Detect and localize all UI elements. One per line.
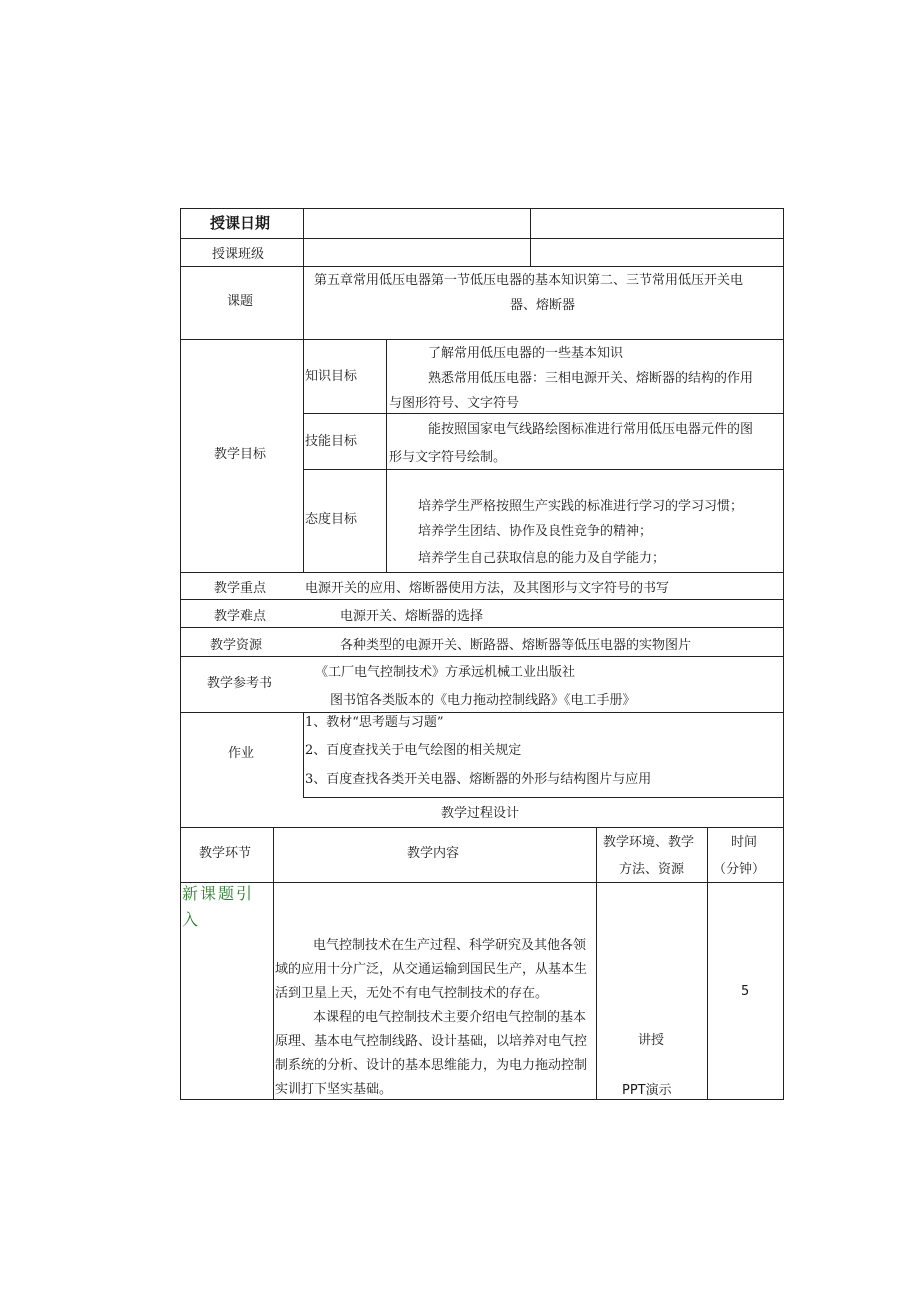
references-label: 教学参考书 xyxy=(207,676,273,691)
references-line-2: 图书馆各类版本的《电力拖动控制线路》《电工手册》 xyxy=(330,693,636,708)
stage-new-topic-line-2: 入 xyxy=(182,910,201,929)
col-divider xyxy=(273,827,274,1100)
content-paragraph-1: 电气控制技术在生产过程、科学研究及其他各领域的应用十分广泛，从交通运输到国民生产，从基本生活到卫星上天，无处不有电气控制技术的存在。 xyxy=(275,938,588,1001)
objectives-label: 教学目标 xyxy=(214,447,267,462)
process-title: 教学过程设计 xyxy=(441,806,520,821)
resources-value: 各种类型的电源开关、断路器、熔断器等低压电器的实物图片 xyxy=(340,638,692,653)
date-label: 授课日期 xyxy=(210,214,271,232)
col-time-header-line-2: （分钟） xyxy=(713,862,766,877)
row-divider xyxy=(303,413,784,414)
table-border xyxy=(180,208,181,1100)
col-env-header-line-2: 方法、资源 xyxy=(619,862,685,877)
row-divider xyxy=(180,827,784,828)
table-border xyxy=(783,208,784,1100)
row-divider xyxy=(180,712,784,713)
knowledge-objective-label: 知识目标 xyxy=(305,369,358,384)
difficulties-label: 教学难点 xyxy=(214,609,267,624)
references-line-1: 《工厂电气控制技术》方承远机械工业出版社 xyxy=(315,665,576,680)
resources-label: 教学资源 xyxy=(210,638,263,653)
key-points-label: 教学重点 xyxy=(214,581,267,596)
knowledge-objective-line-1: 了解常用低压电器的一些基本知识 xyxy=(428,346,624,361)
row-divider xyxy=(180,627,784,628)
homework-item-3: 3、百度查找各类开关电器、熔断器的外形与结构图片与应用 xyxy=(305,772,652,787)
method-ppt: PPT演示 xyxy=(622,1083,672,1098)
col-time-header-line-1: 时间 xyxy=(731,835,758,850)
topic-line-2: 器、熔断器 xyxy=(510,298,576,313)
col-divider xyxy=(303,712,304,798)
skill-objective-label: 技能目标 xyxy=(305,434,358,449)
row-divider xyxy=(180,208,784,209)
class-label: 授课班级 xyxy=(212,247,265,262)
attitude-objective-line-3: 培养学生自己获取信息的能力及自学能力； xyxy=(418,551,666,566)
time-value: 5 xyxy=(741,984,750,999)
row-divider xyxy=(180,599,784,600)
col-divider xyxy=(707,827,708,1100)
col-divider xyxy=(303,208,304,572)
row-divider xyxy=(180,656,784,657)
row-divider xyxy=(303,469,784,470)
topic-line-1: 第五章常用低压电器第一节低压电器的基本知识第二、三节常用低压开关电 xyxy=(314,273,744,288)
attitude-objective-label: 态度目标 xyxy=(305,512,358,527)
skill-objective-line-2: 形与文字符号绘制。 xyxy=(389,450,507,465)
col-stage-header: 教学环节 xyxy=(199,846,252,861)
homework-label: 作业 xyxy=(228,746,255,761)
row-divider xyxy=(180,266,784,267)
skill-objective-line-1: 能按照国家电气线路绘图标准进行常用低压电器元件的图 xyxy=(428,422,754,437)
attitude-objective-line-2: 培养学生团结、协作及良性竞争的精神； xyxy=(418,524,653,539)
homework-item-1: 1、教材“思考题与习题” xyxy=(305,715,444,730)
col-divider xyxy=(386,339,387,572)
row-divider xyxy=(180,339,784,340)
col-content-header: 教学内容 xyxy=(407,846,460,861)
difficulties-value: 电源开关、熔断器的选择 xyxy=(340,609,484,624)
col-env-header-line-1: 教学环境、教学 xyxy=(603,835,695,850)
key-points-value: 电源开关的应用、熔断器使用方法，及其图形与文字符号的书写 xyxy=(305,581,670,596)
row-divider xyxy=(180,882,784,883)
content-paragraph-2: 本课程的电气控制技术主要介绍电气控制的基本原理、基本电气控制线路、设计基础，以培养对电气控制系统的分析、设计的基本思维能力，为电力拖动控制实训打下坚实基础。 xyxy=(275,1010,588,1097)
col-divider xyxy=(530,208,531,266)
knowledge-objective-line-3: 与图形符号、文字符号 xyxy=(389,396,520,411)
row-divider xyxy=(180,572,784,573)
homework-item-2: 2、百度查找关于电气绘图的相关规定 xyxy=(305,743,522,758)
row-divider xyxy=(180,238,784,239)
attitude-objective-line-1: 培养学生严格按照生产实践的标准进行学习的学习习惯； xyxy=(418,499,744,514)
stage-new-topic-line-1: 新课题引 xyxy=(182,884,255,903)
knowledge-objective-line-2: 熟悉常用低压电器：三相电源开关、熔断器的结构的作用 xyxy=(428,371,754,386)
row-divider xyxy=(303,797,784,798)
method-lecture: 讲授 xyxy=(638,1033,665,1048)
col-divider xyxy=(596,827,597,1100)
topic-label: 课题 xyxy=(227,294,254,309)
